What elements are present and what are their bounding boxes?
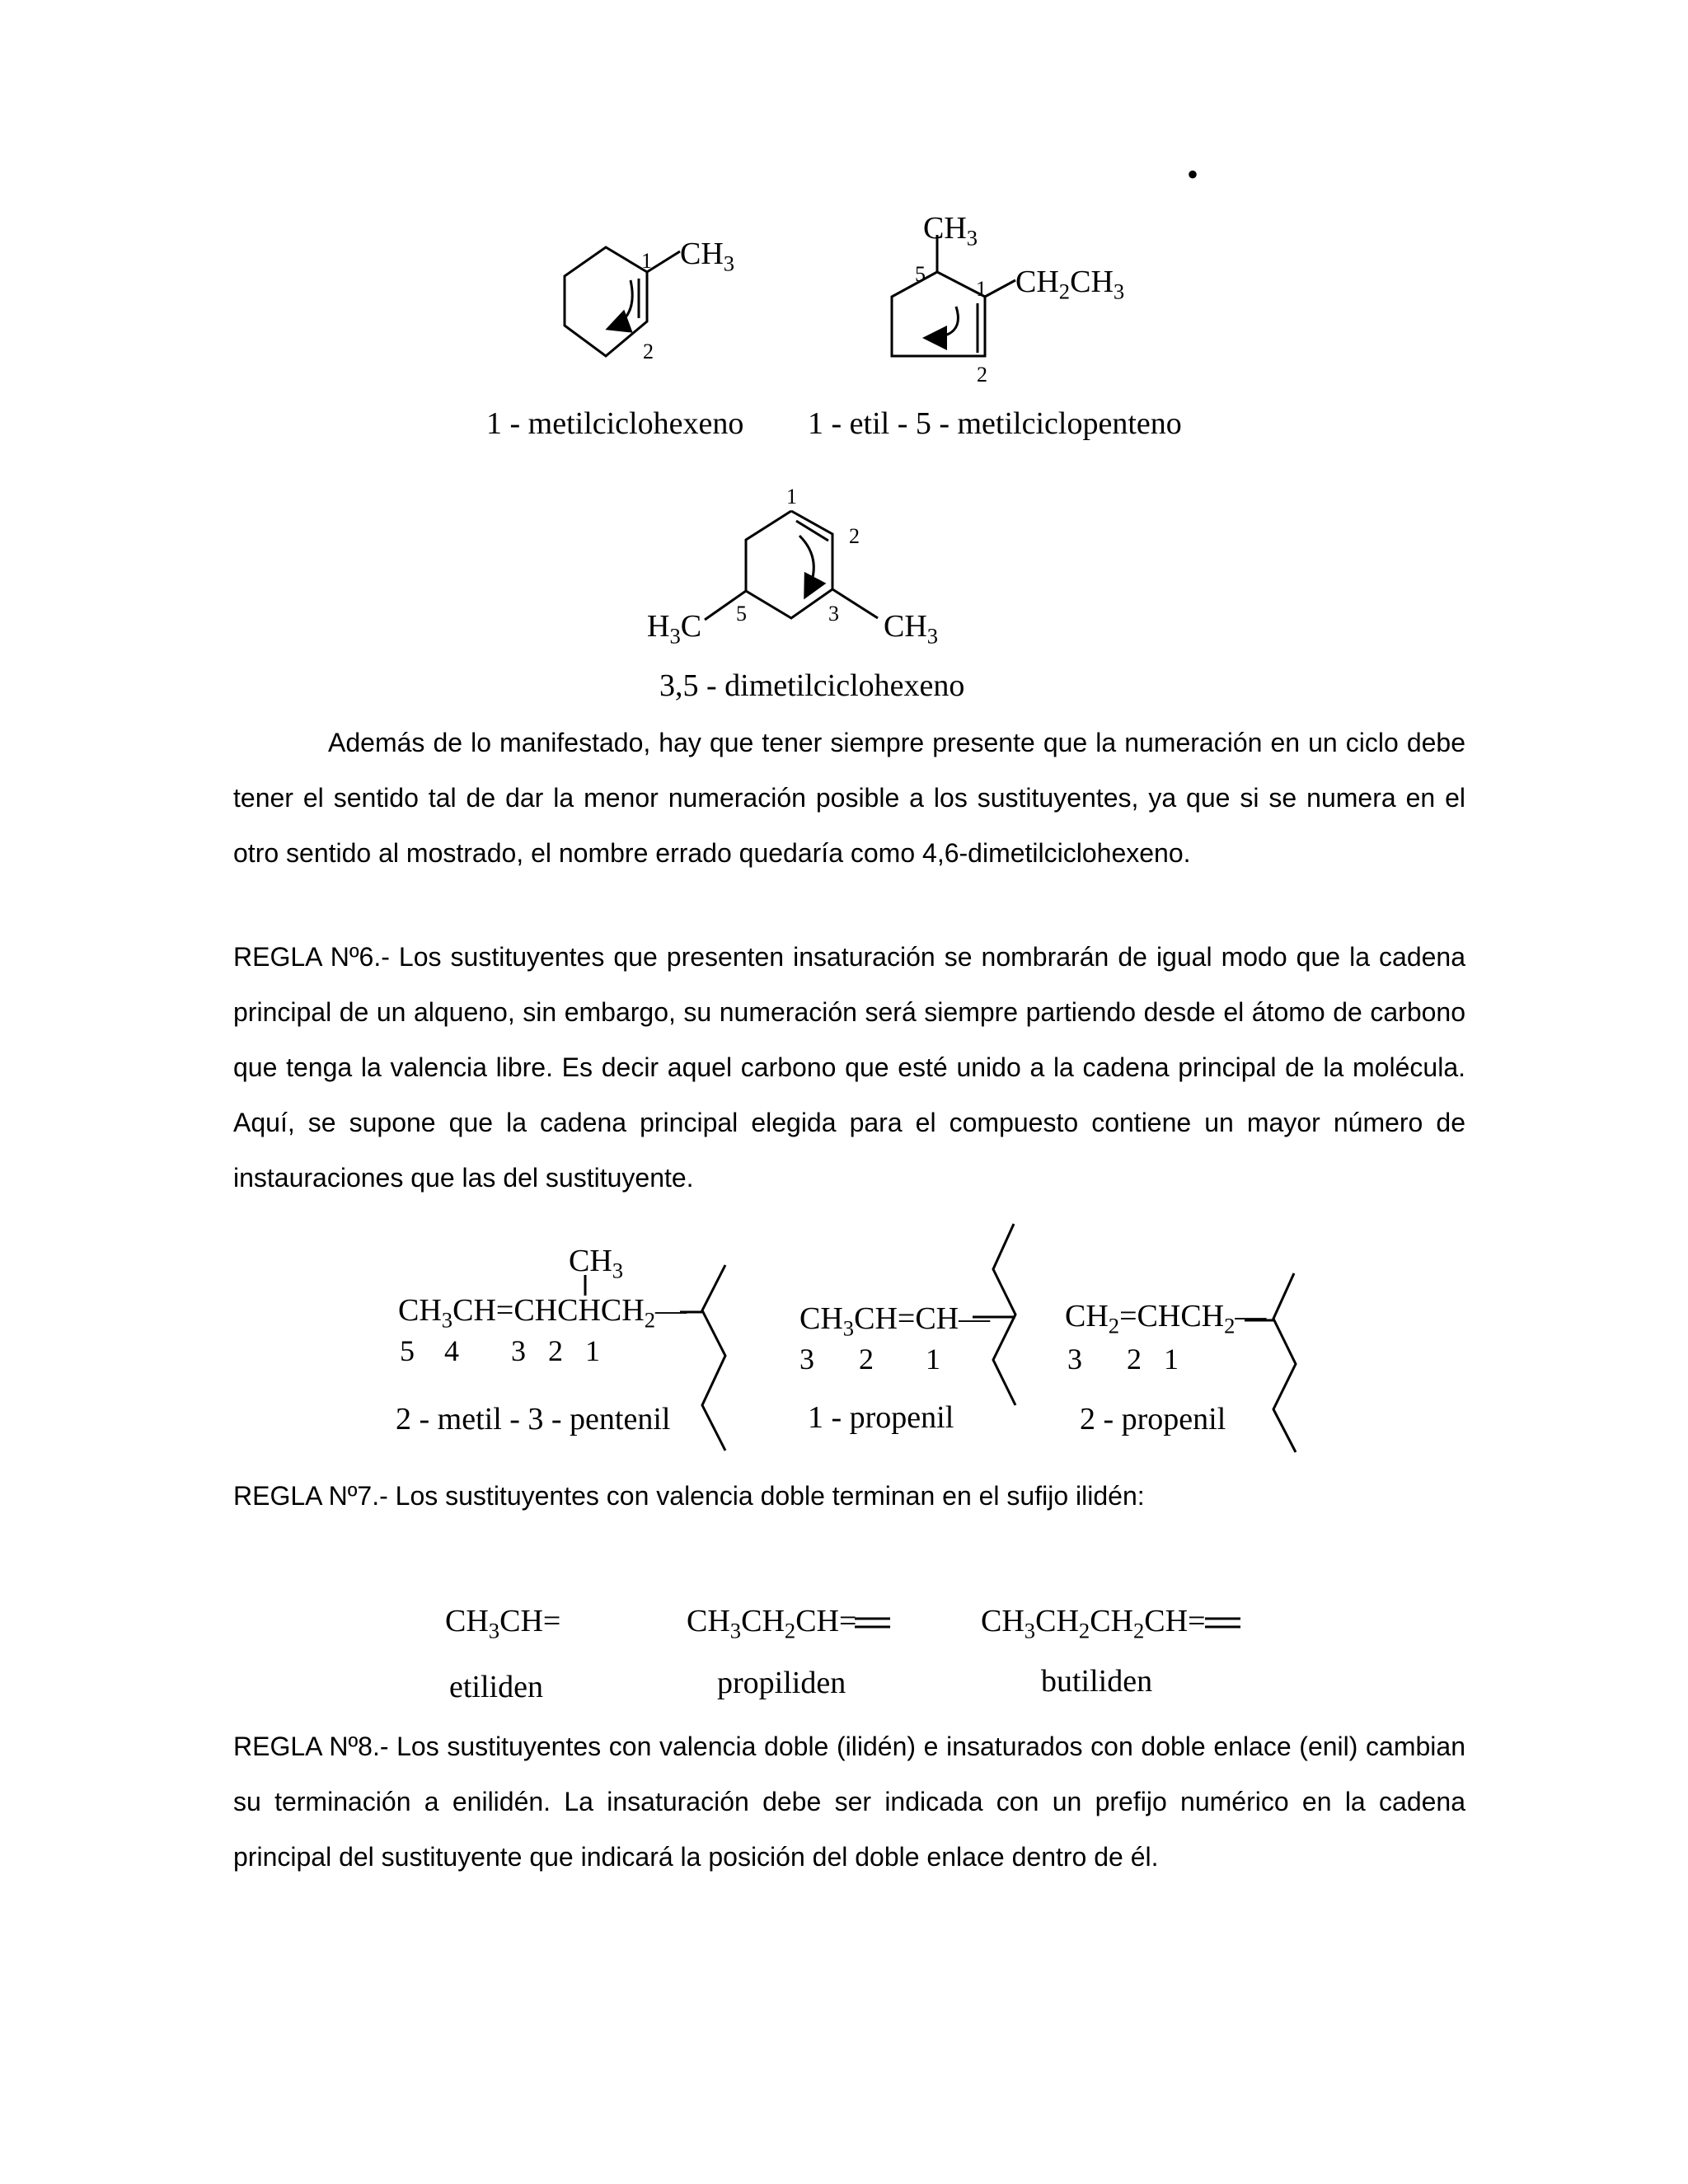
- stray-dot: •: [1187, 156, 1199, 193]
- rule-7-text: REGLA Nº7.- Los sustituyentes con valencia doble terminan en el sufijo ilidén:: [233, 1481, 1145, 1511]
- s3-number-2: 2: [849, 524, 860, 548]
- s1-number-1: 1: [641, 249, 652, 273]
- sub-a-num-2: 2: [548, 1334, 563, 1367]
- sub-c-formula: $CH_2=CHCH_2—$: [1065, 1299, 1267, 1338]
- s2-number-2: 2: [977, 363, 987, 387]
- sub-c-name: 2 - propenil: [1080, 1402, 1226, 1436]
- cyclohexene-ring: [565, 247, 680, 356]
- paragraph-rule-8: [233, 1719, 1465, 1885]
- sub-c-numbers: [1067, 1342, 1179, 1376]
- sub-a-formula: $CH_3CH=CHCHCH_2—$: [398, 1293, 687, 1333]
- sub-b-num-2: 2: [859, 1343, 874, 1376]
- s2-number-5: 5: [915, 262, 926, 286]
- s3-ch3-group: $CH_3$: [884, 609, 939, 649]
- rule-8-text: REGLA Nº8.- Los sustituyentes con valencia doble (ilidén) e insaturados con doble enlace (enil) cambian su terminación a enilidén. La insaturación debe ser indicada con un prefijo numérico en la cadena principal del sustituyente que indicará la posición del doble enlace dentro de él.: [233, 1732, 1465, 1872]
- paragraph-rule-6: [233, 930, 1465, 1206]
- sub-c-num-3: 3: [1067, 1343, 1082, 1376]
- sub-a-num-4: 4: [444, 1334, 459, 1367]
- sub-a-num-3: 3: [511, 1334, 526, 1367]
- ylidene-name-ethyl: etiliden: [449, 1670, 543, 1704]
- s2-ch3-group: $CH_3$: [923, 211, 978, 251]
- ylidene-name-butyl: butiliden: [1041, 1664, 1153, 1699]
- paragraph-numbering-note: [233, 715, 1465, 881]
- ylidene-name-propyl: propiliden: [717, 1666, 846, 1700]
- ylidene-formula-propyl: [687, 1603, 856, 1644]
- sub-b-formula: $CH_3CH=CH—$: [799, 1301, 991, 1341]
- s2-ethyl-group: $CH_2CH_3$: [1015, 265, 1125, 304]
- sub-a-branch: $CH_3$: [569, 1244, 624, 1283]
- sub-b-num-3: 3: [799, 1343, 814, 1376]
- sub-c-num-1: 1: [1164, 1343, 1179, 1376]
- s3-h3c-group: $H_3C$: [647, 609, 702, 649]
- ylidene-formula-ethyl: $CH_3CH=$: [445, 1604, 561, 1643]
- s3-number-1: 1: [786, 485, 797, 509]
- s3-number-5: 5: [736, 602, 747, 626]
- paragraph-numbering-text: Además de lo manifestado, hay que tener siempre presente que la numeración en un ciclo debe tener el sentido tal de dar la menor numeración posible a los sustituyentes, ya que si se numera en el otro sentido al mostrado, el nombre errado quedaría como 4,6-dimetilciclohexeno.: [233, 728, 1465, 868]
- ylidene-formula-butyl-text: $CH_3CH_2CH_2CH=$: [981, 1604, 1206, 1643]
- ylidene-formula-propyl-text: $CH_3CH_2CH=$: [687, 1604, 857, 1643]
- s2-compound-name: 1 - etil - 5 - metilciclopenteno: [808, 406, 1182, 441]
- s3-number-3: 3: [828, 602, 839, 626]
- sub-a-num-5: 5: [400, 1334, 415, 1367]
- paragraph-rule-7: [233, 1469, 1465, 1524]
- s3-compound-name: 3,5 - dimetilciclohexeno: [659, 668, 965, 703]
- sub-b-num-1: 1: [926, 1343, 940, 1376]
- s2-number-1: 1: [976, 277, 987, 301]
- sub-b-name: 1 - propenil: [808, 1400, 954, 1435]
- sub-a-name: 2 - metil - 3 - pentenil: [396, 1402, 671, 1436]
- ylidene-formula-butyl: [981, 1603, 1206, 1644]
- sub-a-num-1: 1: [585, 1334, 600, 1367]
- sub-c-num-2: 2: [1127, 1343, 1142, 1376]
- s1-ch3-label: $CH_3$: [680, 237, 735, 276]
- sub-b-numbers: [799, 1342, 940, 1376]
- rule-6-text: REGLA Nº6.- Los sustituyentes que presenten insaturación se nombrarán de igual modo que la cadena principal de un alqueno, sin embargo, su numeración será siempre partiendo desde el átomo de carbono que tenga la valencia libre. Es decir aquel carbono que esté unido a la cadena principal de la molécula. Aquí, se supone que la cadena principal elegida para el compuesto contiene un mayor número de instauraciones que las del sustituyente.: [233, 942, 1465, 1193]
- s1-number-2: 2: [643, 340, 654, 363]
- cyclopentene-ring: [892, 235, 1015, 356]
- zigzag-chain-a: [680, 1265, 725, 1451]
- s1-compound-name: 1 - metilciclohexeno: [486, 406, 744, 441]
- sub-a-numbers: [400, 1333, 600, 1368]
- s1-ch3-group: [680, 236, 734, 277]
